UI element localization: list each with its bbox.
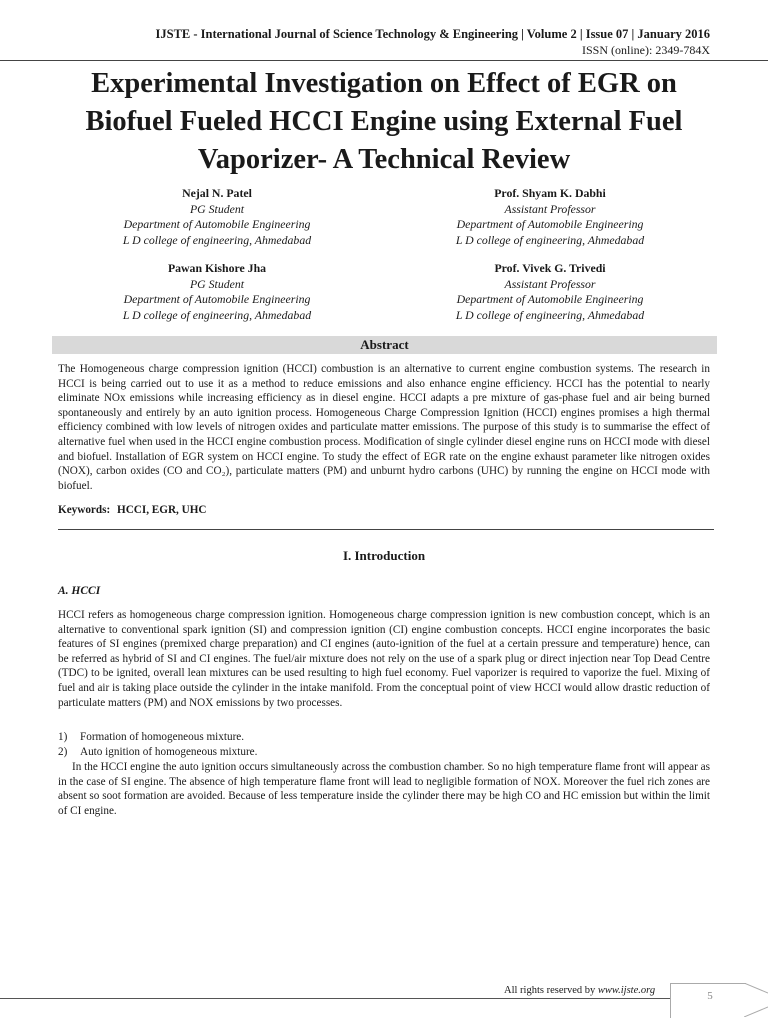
author-college: L D college of engineering, Ahmedabad <box>455 307 645 322</box>
author-name: Pawan Kishore Jha <box>167 261 267 275</box>
author-role: PG Student <box>189 201 245 216</box>
author-block-1 <box>67 186 367 248</box>
page-corner-decoration <box>744 983 768 1017</box>
abstract-divider <box>58 529 714 530</box>
footer-rights-text: All rights reserved by <box>504 985 596 996</box>
author-college: L D college of engineering, Ahmedabad <box>455 232 645 247</box>
author-dept: Department of Automobile Engineering <box>456 217 644 231</box>
list-item-number: 2) <box>58 746 68 758</box>
author-block-3 <box>67 261 367 323</box>
intro-paragraph-2: In the HCCI engine the auto ignition occurs simultaneously across the combustion chamber. So no high temperature flame front will appear as in the case of SI engine. The absence of high temperature flame front will lead to negligible formation of NOX. Moreover the fuel rich zones are absent so soot formation are avoided. Because of less temperature inside the cylinder there may be high CO and HC emission but within the limit of CI engine. <box>58 761 710 817</box>
abstract-text: The Homogeneous charge compression ignition (HCCI) combustion is an alternative to current engine combustion systems. The research in HCCI is being carried out to use it as a method to reduce emissions and also enhance engine efficiency. HCCI has the potential to nearly eliminate NOx emissions while increasing efficiency as in diesel engine. HCCI adapts a pre mixture of gas-phase fuel and air being burned spontaneously and entirely by an auto ignition process. Homogeneous Charge Compression Ignition (HCCI) engines promises a high thermal efficiency combined with low levels of nitrogen oxides and particulate matter emissions. The purpose of this study is to summarise the effect of alternative fuel when used in the HCCI engine combustion process. Modification of single cylinder diesel engine runs on HCCI mode with diesel and biofuel. Installation of EGR system on HCCI engine. To study the effect of EGR rate on the engine exhaust parameter like nitrogen oxides (NOX), carbon oxides (CO and CO₂), particulate matters (PM) and unburnt hydro carbons (UHC) by running the engine on HCCI mode with biofuel. <box>58 363 710 492</box>
author-dept: Department of Automobile Engineering <box>456 292 644 306</box>
author-role: Assistant Professor <box>504 276 596 291</box>
author-dept: Department of Automobile Engineering <box>123 217 311 231</box>
header-divider <box>0 60 768 61</box>
footer-rights <box>504 985 674 996</box>
author-block-4 <box>400 261 700 323</box>
keywords-list: HCCI, EGR, UHC <box>117 504 207 516</box>
title-line-2: Biofuel Fueled HCCI Engine using External Fuel <box>85 106 683 137</box>
subsection-heading: A. HCCI <box>58 585 101 597</box>
author-college: L D college of engineering, Ahmedabad <box>122 232 312 247</box>
list-item-text: Auto ignition of homogeneous mixture. <box>80 746 258 758</box>
title-line-3: Vaporizer- A Technical Review <box>197 144 571 175</box>
intro-paragraph-1: HCCI refers as homogeneous charge compression ignition. Homogeneous charge compression ignition is new combustion concept, which is an alternative to conventional spark ignition (SI) and compression ignition (CI) engine combustion concepts. HCCI engine incorporates the basic features of SI engines (premixed charge preparation) and CI engines (auto-ignition of the fuel at a certain pressure and temperature) hence, can be referred as hybrid of SI and CI engines. The fuel/air mixture does not rely on the use of a spark plug or direct injection near Top Dead Centre (TDC) to be ignited, overall lean mixtures can be used resulting to high fuel economy. Fuel vaporizer is required to vaporize the fuel. Mixing of fuel and air is taking place outside the cylinder in the intake manifold. From the conceptual point of view HCCI would allow drastic reduction of particulate matters (PM) and NOX emissions by two processes. <box>58 609 710 709</box>
author-dept: Department of Automobile Engineering <box>123 292 311 306</box>
author-college: L D college of engineering, Ahmedabad <box>122 307 312 322</box>
footer-divider <box>0 998 670 999</box>
author-name: Prof. Vivek G. Trivedi <box>494 261 606 275</box>
author-name: Prof. Shyam K. Dabhi <box>494 186 606 200</box>
keywords-label: Keywords: <box>58 504 111 516</box>
paper-title <box>40 65 728 179</box>
list-item-text: Formation of homogeneous mixture. <box>80 731 245 743</box>
list-item <box>58 745 710 760</box>
author-role: Assistant Professor <box>504 201 596 216</box>
title-line-1: Experimental Investigation on Effect of EGR on <box>91 68 677 99</box>
section-heading: I. Introduction <box>342 548 426 563</box>
issn-header: ISSN (online): 2349-784X <box>582 43 710 57</box>
footer-url-link[interactable]: www.ijste.org <box>597 985 656 996</box>
abstract-heading: Abstract <box>52 336 717 354</box>
keywords <box>58 504 710 516</box>
author-role: PG Student <box>189 276 245 291</box>
journal-header: IJSTE - International Journal of Science Technology & Engineering | Volume 2 | Issue 07 | January 2016 <box>155 27 710 41</box>
list-item <box>58 730 710 745</box>
author-name: Nejal N. Patel <box>182 186 252 200</box>
author-block-2 <box>400 186 700 248</box>
page-number: 5 <box>707 990 713 1002</box>
list-item-number: 1) <box>58 731 68 743</box>
